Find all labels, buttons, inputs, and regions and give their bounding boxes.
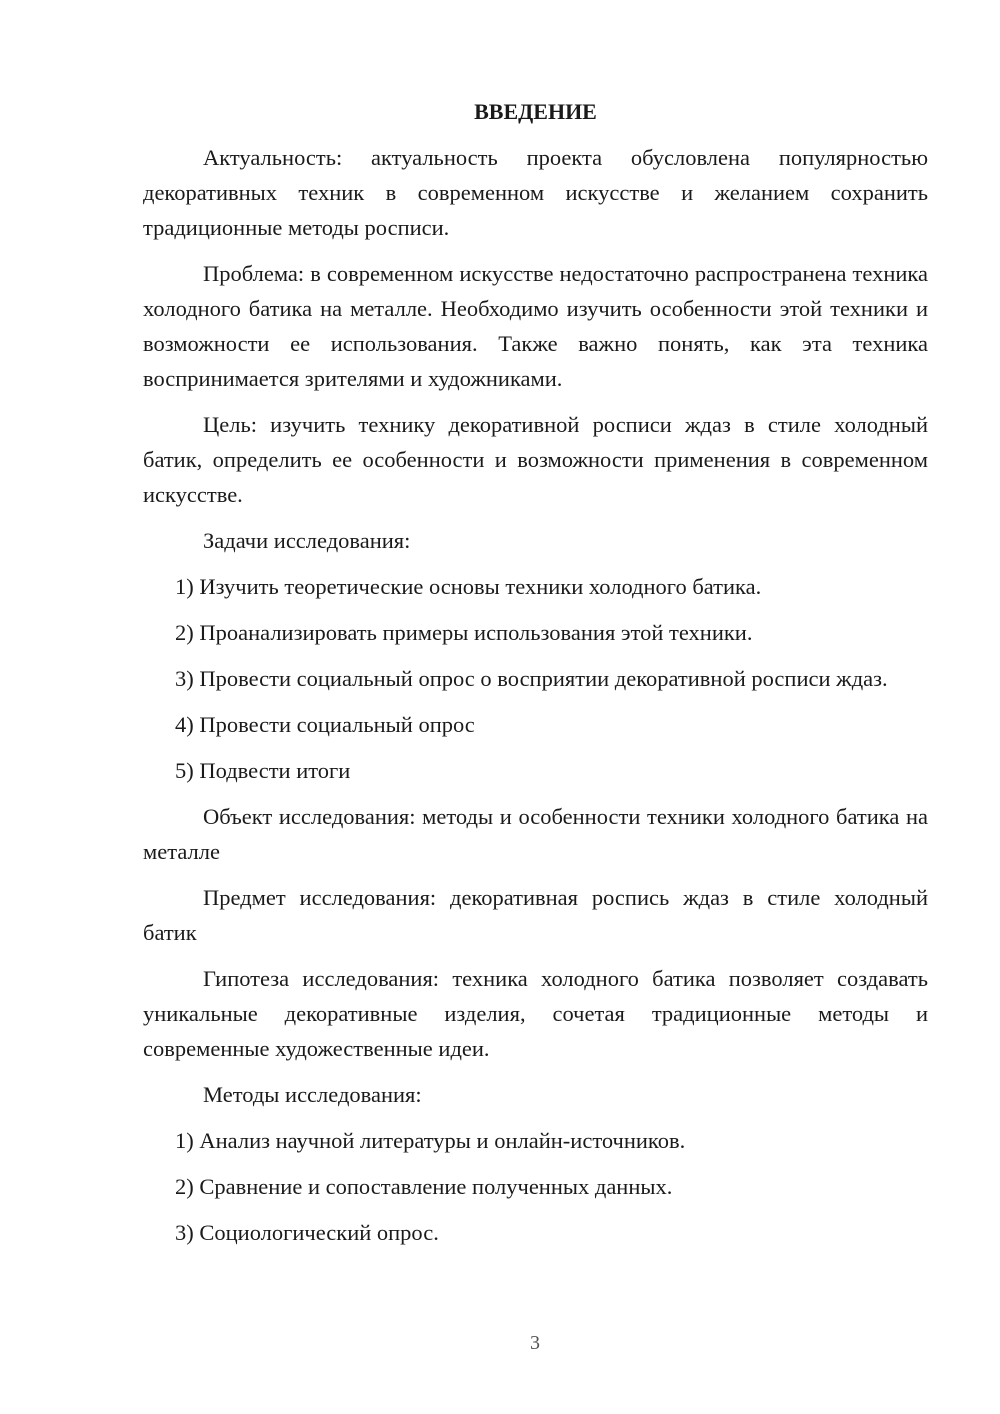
subject-paragraph: Предмет исследования: декоративная роспись ждаз в стиле холодный батик bbox=[143, 885, 928, 945]
object-paragraph: Объект исследования: методы и особенности техники холодного батика на металле bbox=[143, 804, 928, 864]
tasks-heading: Задачи исследования: bbox=[203, 528, 411, 553]
method-item: 2) Сравнение и сопоставление полученных данных. bbox=[175, 1174, 673, 1199]
document-body bbox=[143, 94, 928, 1261]
page-number: 3 bbox=[530, 1332, 540, 1354]
task-item: 1) Изучить теоретические основы техники холодного батика. bbox=[175, 574, 762, 599]
task-item: 4) Провести социальный опрос bbox=[175, 712, 475, 737]
hypothesis-paragraph: Гипотеза исследования: техника холодного батика позволяет создавать уникальные декоративные изделия, сочетая традиционные методы и современные художественные идеи. bbox=[143, 966, 928, 1061]
method-item: 3) Социологический опрос. bbox=[175, 1220, 439, 1245]
goal-paragraph: Цель: изучить технику декоративной росписи ждаз в стиле холодный батик, определить ее особенности и возможности применения в современном искусстве. bbox=[143, 412, 928, 507]
methods-heading: Методы исследования: bbox=[203, 1082, 422, 1107]
task-item: 5) Подвести итоги bbox=[175, 758, 351, 783]
relevance-paragraph: Актуальность: актуальность проекта обусловлена популярностью декоративных техник в современном искусстве и желанием сохранить традиционные методы росписи. bbox=[143, 145, 928, 240]
section-title: ВВЕДЕНИЕ bbox=[474, 99, 597, 124]
method-item: 1) Анализ научной литературы и онлайн-источников. bbox=[175, 1128, 686, 1153]
problem-paragraph: Проблема: в современном искусстве недостаточно распространена техника холодного батика на металле. Необходимо изучить особенности этой техники и возможности ее использования. Также важно понять, как эта техника воспринимается зрителями и художниками. bbox=[143, 261, 928, 391]
task-item: 3) Провести социальный опрос о восприятии декоративной росписи ждаз. bbox=[175, 666, 888, 691]
task-item: 2) Проанализировать примеры использования этой техники. bbox=[175, 620, 753, 645]
